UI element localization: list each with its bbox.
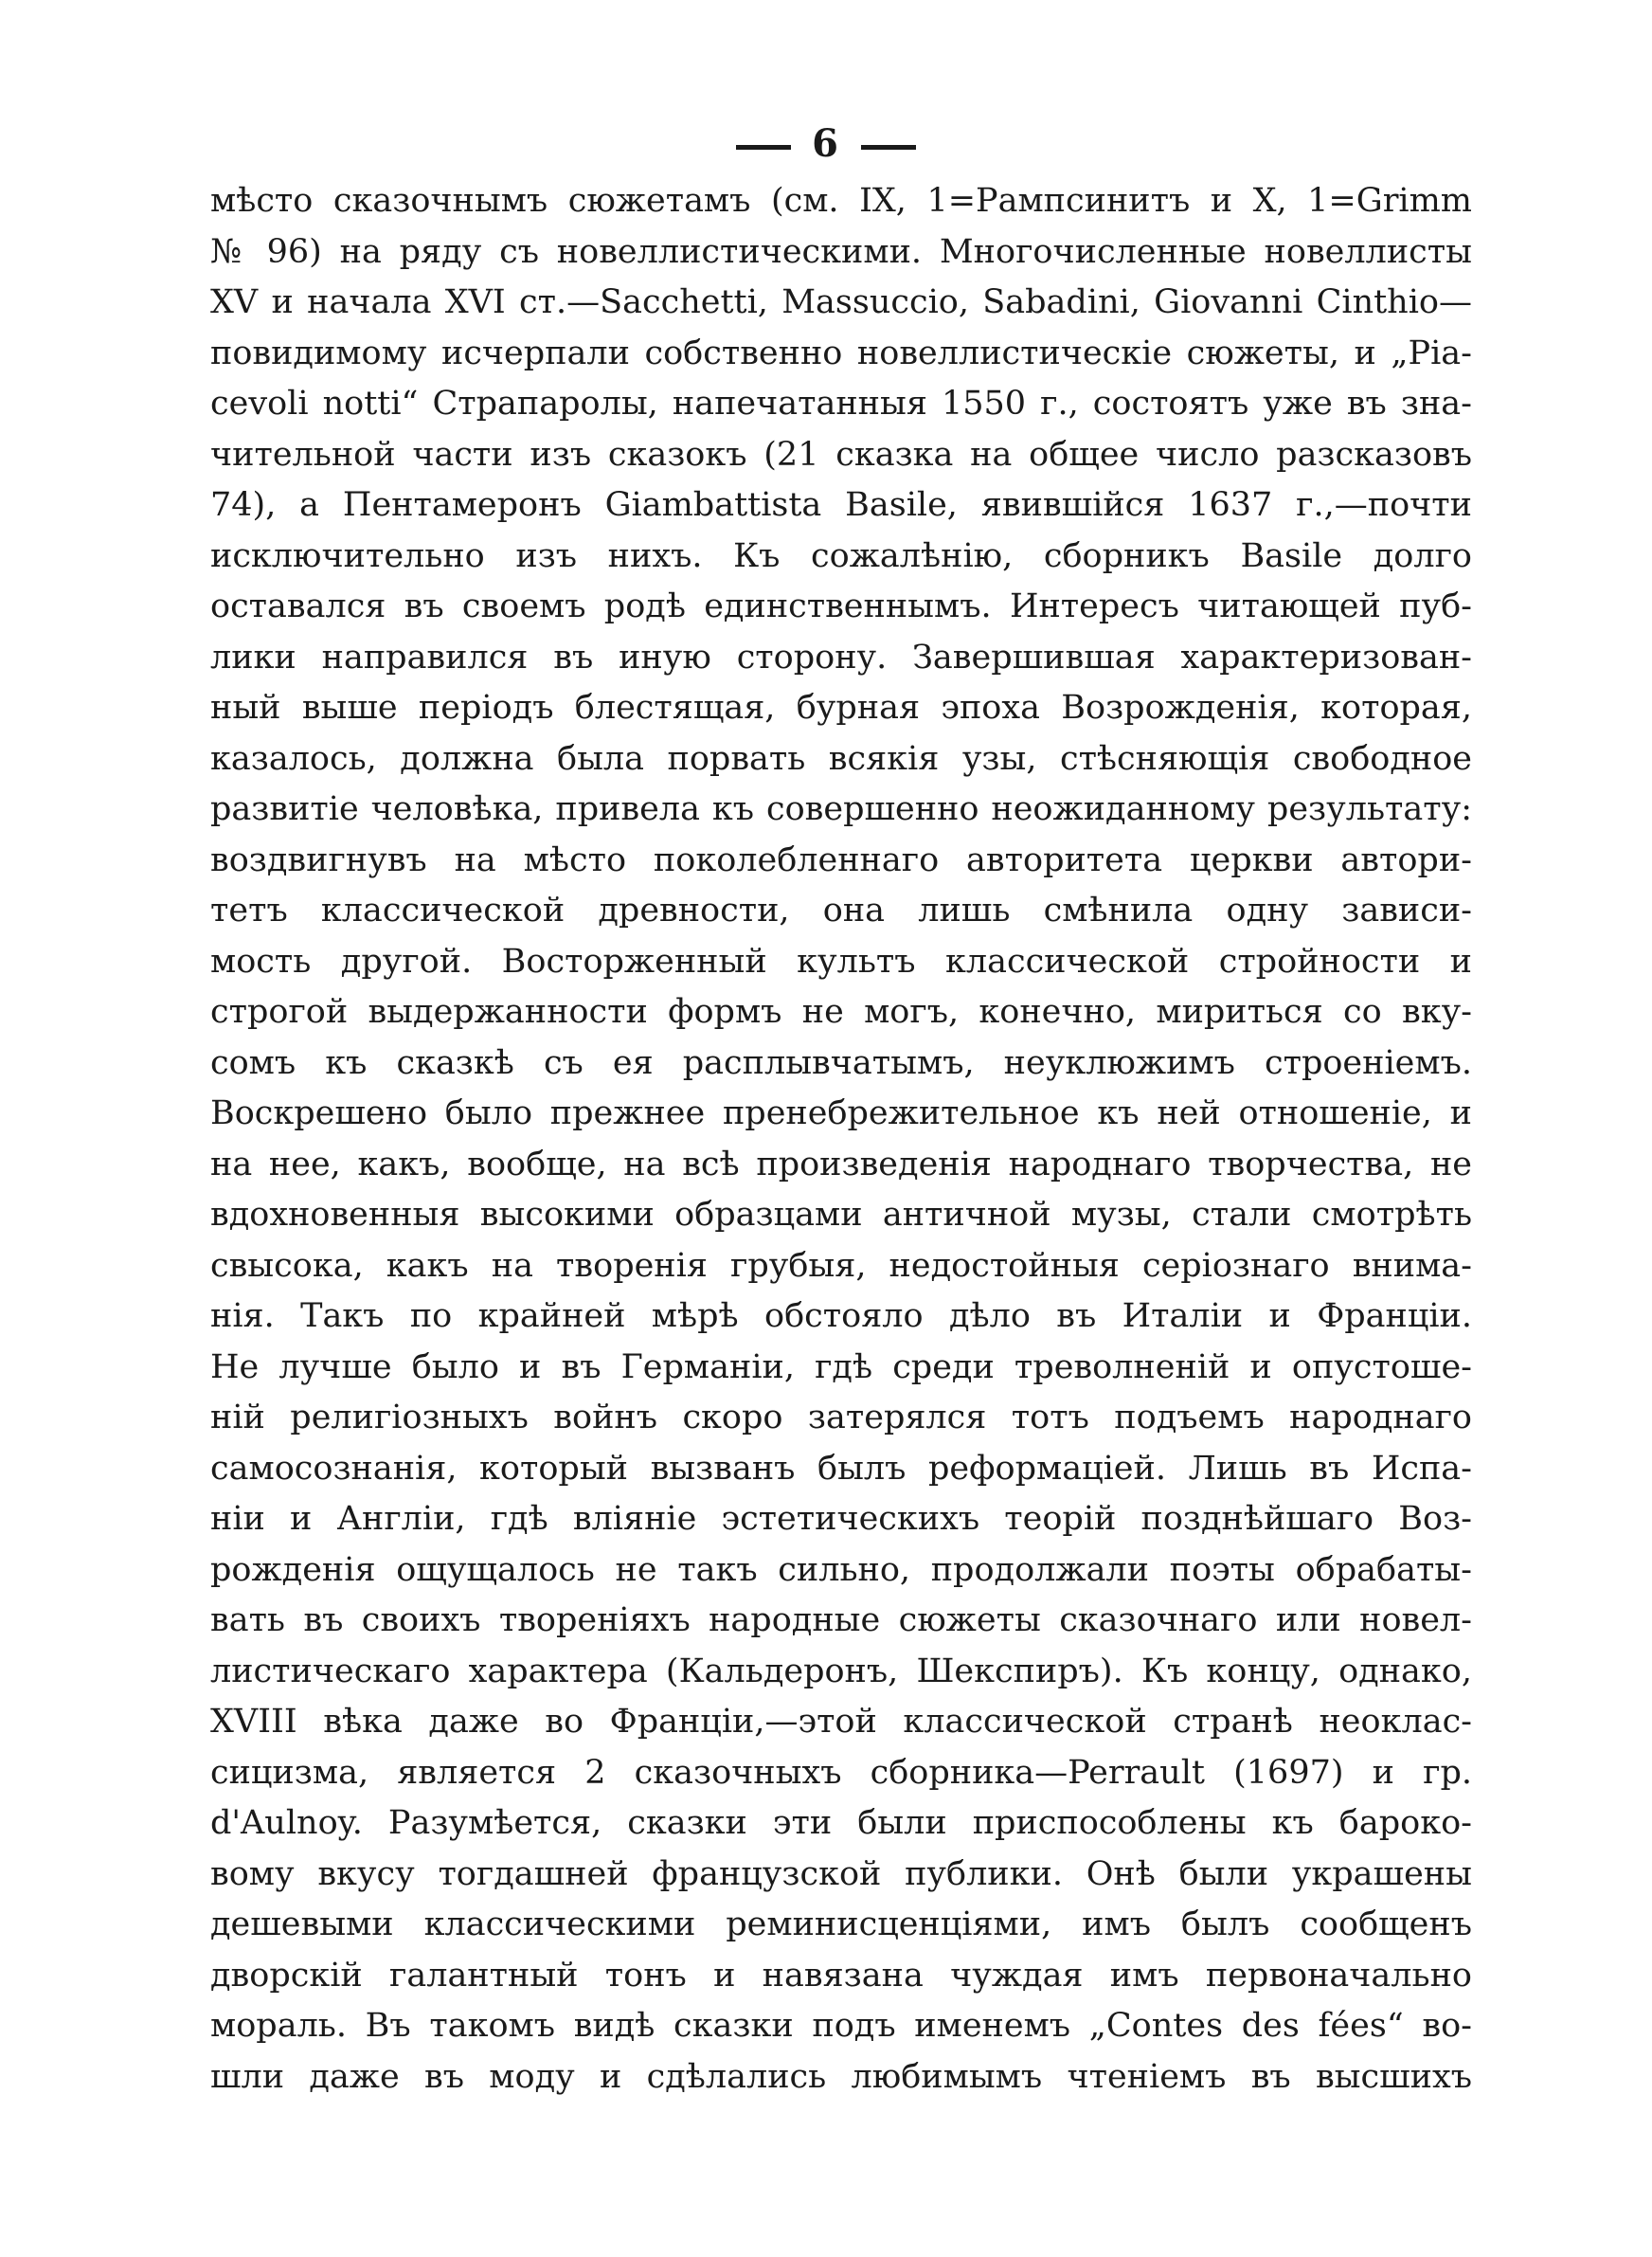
- text-line: Не лучше было и въ Германіи, гдѣ среди треволненій и опустоше-: [210, 1347, 1472, 1386]
- page-number: [0, 121, 1652, 166]
- page-number-value: 6: [812, 121, 840, 166]
- text-line: XVIII вѣка даже во Франціи,—этой классической странѣ неоклас-: [210, 1703, 1472, 1741]
- text-line: Воскрешено было прежнее пренебрежительное къ ней отношеніе, и: [210, 1094, 1472, 1132]
- text-line: свысока, какъ на творенія грубыя, недостойныя серіознаго внима-: [210, 1246, 1472, 1285]
- text-line: сицизма, является 2 сказочныхъ сборника—Perrault (1697) и гр.: [210, 1753, 1472, 1792]
- text-line: листическаго характера (Кальдеронъ, Шекспиръ). Къ концу, однако,: [210, 1652, 1472, 1690]
- text-line: мораль. Въ такомъ видѣ сказки подъ именемъ „Contes des fées“ во-: [210, 2007, 1472, 2045]
- text-line: ный выше періодъ блестящая, бурная эпоха Возрожденія, которая,: [210, 689, 1472, 727]
- body-text: [210, 176, 1472, 2103]
- text-line: вому вкусу тогдашней французской публики. Онѣ были украшены: [210, 1854, 1472, 1893]
- text-line: строгой выдержанности формъ не могъ, конечно, мириться со вку-: [210, 993, 1472, 1031]
- text-line: мѣсто сказочнымъ сюжетамъ (см. IX, 1=Рампсинитъ и X, 1=Grimm: [210, 182, 1472, 220]
- text-line: шли даже въ моду и сдѣлались любимымъ чтеніемъ въ высшихъ: [210, 2057, 1472, 2096]
- text-line: дешевыми классическими реминисценціями, имъ былъ сообщенъ: [210, 1905, 1472, 1943]
- text-line: XV и начала XVI ст.—Sacchetti, Massuccio, Sabadini, Giovanni Cinthio—: [210, 283, 1472, 321]
- text-line: лики направился въ иную сторону. Завершившая характеризован-: [210, 638, 1472, 677]
- text-line: ніи и Англіи, гдѣ вліяніе эстетическихъ теорій позднѣйшаго Воз-: [210, 1500, 1472, 1538]
- page-number-left-dash: [736, 145, 791, 150]
- text-line: оставался въ своемъ родѣ единственнымъ. Интересъ читающей пуб-: [210, 587, 1472, 625]
- text-line: исключительно изъ нихъ. Къ сожалѣнію, сборникъ Basile долго: [210, 536, 1472, 575]
- text-line: на нее, какъ, вообще, на всѣ произведенія народнаго творчества, не: [210, 1145, 1472, 1183]
- text-line: тетъ классической древности, она лишь смѣнила одну зависи-: [210, 892, 1472, 930]
- page-number-right-dash: [861, 145, 916, 150]
- text-line: ній религіозныхъ войнъ скоро затерялся тотъ подъемъ народнаго: [210, 1399, 1472, 1436]
- text-line: сомъ къ сказкѣ съ ея расплывчатымъ, неуклюжимъ строеніемъ.: [210, 1043, 1472, 1082]
- text-line: чительной части изъ сказокъ (21 сказка на общее число разсказовъ: [210, 435, 1472, 474]
- text-line: № 96) на ряду съ новеллистическими. Многочисленные новеллисты: [210, 232, 1472, 271]
- text-line: дворскій галантный тонъ и навязана чуждая имъ первоначально: [210, 1956, 1472, 1995]
- text-line: d'Aulnoy. Разумѣется, сказки эти были приспособлены къ бароко-: [210, 1804, 1472, 1842]
- text-line: повидимому исчерпали собственно новеллистическіе сюжеты, и „Pia-: [210, 334, 1472, 372]
- text-line: самосознанія, который вызванъ былъ реформаціей. Лишь въ Испа-: [210, 1449, 1472, 1488]
- text-line: cevoli notti“ Страпаролы, напечатанныя 1550 г., состоятъ уже въ зна-: [210, 385, 1472, 423]
- text-line: вать въ своихъ твореніяхъ народные сюжеты сказочнаго или новел-: [210, 1601, 1472, 1639]
- text-line: казалось, должна была порвать всякія узы, стѣсняющія свободное: [210, 739, 1472, 778]
- text-line: 74), а Пентамеронъ Giambattista Basile, явившійся 1637 г.,—почти: [210, 486, 1472, 524]
- text-line: мость другой. Восторженный культъ классической стройности и: [210, 942, 1472, 981]
- text-line: рожденія ощущалось не такъ сильно, продолжали поэты обрабаты-: [210, 1550, 1472, 1589]
- text-line: вдохновенныя высокими образцами античной музы, стали смотрѣть: [210, 1196, 1472, 1234]
- text-line: нія. Такъ по крайней мѣрѣ обстояло дѣло въ Италіи и Франціи.: [210, 1297, 1472, 1335]
- text-line: воздвигнувъ на мѣсто поколебленнаго авторитета церкви автори-: [210, 840, 1472, 879]
- text-line: развитіе человѣка, привела къ совершенно неожиданному результату:: [210, 790, 1472, 828]
